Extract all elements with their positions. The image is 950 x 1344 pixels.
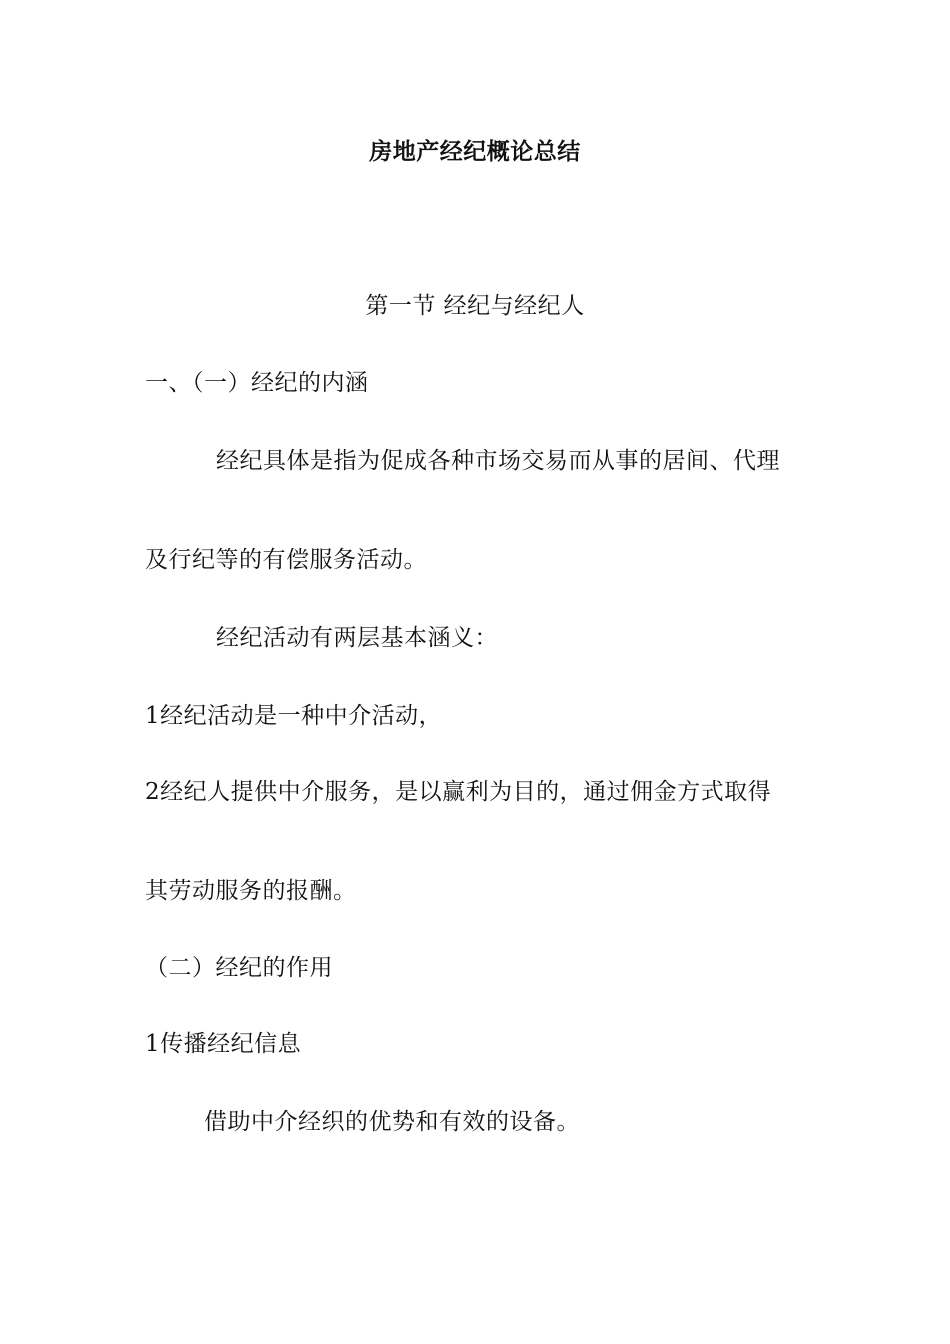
heading-jingji-zuoyong: （二）经纪的作用 (145, 955, 333, 981)
list-item: 2经纪人提供中介服务，是以赢利为目的，通过佣金方式取得 (145, 779, 772, 805)
list-item: 1经纪活动是一种中介活动， (145, 703, 443, 729)
paragraph-line: 其劳动服务的报酬。 (145, 878, 357, 904)
list-item: 1传播经纪信息 (145, 1031, 302, 1057)
section-heading: 第一节 经纪与经纪人 (365, 293, 585, 319)
heading-jingji-neihan: 一、（一）经纪的内涵 (145, 370, 369, 396)
paragraph-line: 经纪具体是指为促成各种市场交易而从事的居间、代理 (216, 448, 780, 474)
paragraph-line: 及行纪等的有偿服务活动。 (145, 547, 427, 573)
document-title: 房地产经纪概论总结 (369, 138, 581, 165)
paragraph-line: 经纪活动有两层基本涵义： (216, 625, 498, 651)
paragraph-line: 借助中介经织的优势和有效的设备。 (204, 1109, 580, 1135)
